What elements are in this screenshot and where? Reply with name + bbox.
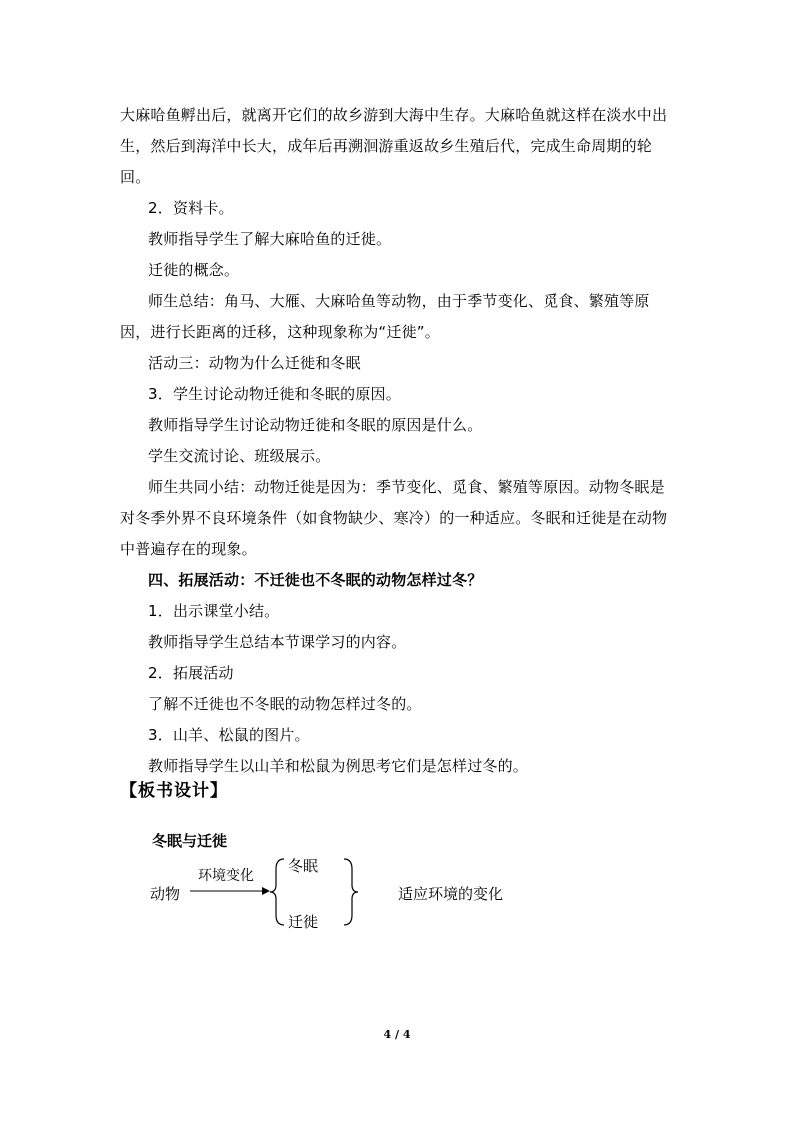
- paragraph-migration-concept: 迁徙的概念。: [148, 261, 240, 279]
- paragraph-teacher-guide-examples: 教师指导学生以山羊和松鼠为例思考它们是怎样过冬的。: [148, 757, 529, 775]
- paragraph-item-3-pictures: 3．山羊、松鼠的图片。: [148, 726, 310, 744]
- right-brace-icon: [340, 857, 360, 927]
- arrow-icon: [190, 885, 270, 897]
- paragraph-activity-3: 活动三：动物为什么迁徙和冬眠: [148, 354, 361, 372]
- diagram-subject: 动物: [150, 885, 181, 903]
- paragraph-item-2: 2．资料卡。: [148, 199, 234, 217]
- diagram-branch-migration: 迁徙: [288, 913, 319, 931]
- paragraph-item-1: 1．出示课堂小结。: [148, 602, 280, 620]
- paragraph-summary-reasons: 师生共同小结：动物迁徙是因为：季节变化、觅食、繁殖等原因。动物冬眠是对冬季外界不良环境条件（如食物缺少、寒冷）的一种适应。冬眠和迁徙是在动物中普遍存在的现象。: [120, 478, 668, 558]
- diagram-branch-hibernation: 冬眠: [288, 857, 319, 875]
- board-diagram: [140, 855, 560, 955]
- paragraph-student-exchange: 学生交流讨论、班级展示。: [148, 447, 331, 465]
- section-heading: 【板书设计】: [120, 781, 228, 801]
- paragraph-salmon-lifecycle: 大麻哈鱼孵出后，就离开它们的故乡游到大海中生存。大麻哈鱼就这样在淡水中出生，然后到海洋中长大，成年后再溯洄游重返故乡生殖后代，完成生命周期的轮回。: [120, 106, 668, 186]
- board-title: 冬眠与迁徙: [152, 832, 228, 850]
- paragraph-item-2-extension: 2．拓展活动: [148, 664, 234, 682]
- paragraph-teacher-guide-discussion: 教师指导学生讨论动物迁徙和冬眠的原因是什么。: [148, 416, 483, 434]
- diagram-arrow-label: 环境变化: [198, 868, 254, 884]
- paragraph-item-3: 3．学生讨论动物迁徙和冬眠的原因。: [148, 385, 401, 403]
- page-number: 4 / 4: [383, 1028, 411, 1041]
- diagram-result: 适应环境的变化: [398, 885, 504, 903]
- paragraph-teacher-guide-summary: 教师指导学生总结本节课学习的内容。: [148, 633, 407, 651]
- left-brace-icon: [268, 857, 288, 927]
- paragraph-understand-overwinter: 了解不迁徙也不冬眠的动物怎样过冬的。: [148, 695, 422, 713]
- paragraph-extension-heading: 四、拓展活动：不迁徙也不冬眠的动物怎样过冬？: [148, 571, 483, 589]
- paragraph-teacher-guide-migration: 教师指导学生了解大麻哈鱼的迁徙。: [148, 230, 392, 248]
- paragraph-summary-definition: 师生总结：角马、大雁、大麻哈鱼等动物，由于季节变化、觅食、繁殖等原因，进行长距离的迁移，这种现象称为“迁徙”。: [120, 292, 650, 341]
